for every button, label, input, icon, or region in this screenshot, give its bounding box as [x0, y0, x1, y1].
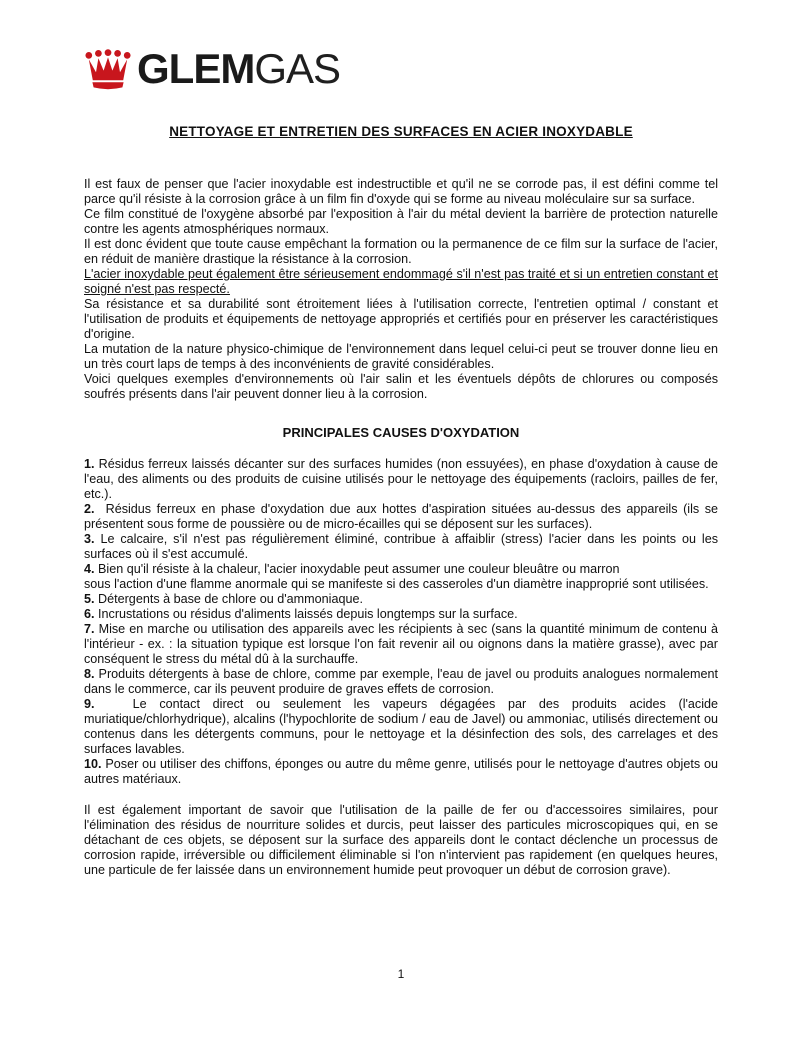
section-heading: PRINCIPALES CAUSES D'OXYDATION	[282, 425, 520, 440]
intro-paragraph: Ce film constitué de l'oxygène absorbé par l'exposition à l'air du métal devient la barrière de protection naturelle contre les agents atmosphériques normaux.	[84, 207, 718, 236]
closing-section	[84, 803, 718, 878]
closing-paragraph: Il est également important de savoir que l'utilisation de la paille de fer ou d'accessoires similaires, pour l'élimination des résidus de nourriture solides et durcis, peut laisser des particules microscopiques qui, en se détachant de ces objets, se déposent sur la surface des appareils dont le contact déclenche un processus de corrosion rapide, irréversible ou difficilement éliminable si l'on n'intervient pas rapidement (en quelques heures, une particule de fer laissée dans un environnement humide peut provoquer un début de corrosion grave).	[84, 803, 718, 877]
list-item	[84, 562, 718, 577]
list-item-text: Le calcaire, s'il n'est pas régulièrement éliminé, contribue à affaiblir (stress) l'acier dans les points ou les surfaces où il s'est accumulé.	[84, 532, 718, 561]
list-item-text: Résidus ferreux en phase d'oxydation due aux hottes d'aspiration situées au-dessus des appareils (ils se présentent sous forme de poussière ou de micro-écailles qui se déposent sur les surfaces).	[84, 502, 719, 531]
list-item-number: 8.	[84, 667, 95, 681]
brand-name-primary: GLEM	[137, 45, 255, 92]
crown-icon	[84, 46, 132, 92]
intro-paragraph: La mutation de la nature physico-chimique de l'environnement dans lequel celui-ci peut se trouver donne lieu en un très court laps de temps à des inconvénients de gravité considérables.	[84, 342, 718, 371]
list-item-continuation: sous l'action d'une flamme anormale qui se manifeste si des casseroles d'un diamètre inapproprié sont utilisées.	[84, 577, 709, 591]
list-item-number: 4.	[84, 562, 95, 576]
list-item	[84, 592, 718, 607]
list-item	[84, 757, 718, 787]
page-number: 1	[397, 967, 405, 981]
list-item-number: 6.	[84, 607, 95, 621]
list-item	[84, 532, 718, 562]
list-item-text: Résidus ferreux laissés décanter sur des surfaces humides (non essuyées), en phase d'oxydation à cause de l'eau, des aliments ou des produits de cuisine utilisés pour le nettoyage des équipements (racloirs, pailles de fer, etc.).	[84, 457, 718, 501]
intro-paragraph: Voici quelques exemples d'environnements où l'air salin et les éventuels dépôts de chlorures ou composés soufrés présents dans l'air peuvent donner lieu à la corrosion.	[84, 372, 718, 401]
intro-section	[84, 177, 718, 402]
intro-paragraph: Il est faux de penser que l'acier inoxydable est indestructible et qu'il ne se corrode pas, il est défini comme tel parce qu'il résiste à la corrosion grâce à un film fin d'oxyde qui se forme au niveau moléculaire sur sa surface.	[84, 177, 718, 206]
list-item-text: Incrustations ou résidus d'aliments laissés depuis longtemps sur la surface.	[98, 607, 518, 621]
list-item-number: 5.	[84, 592, 95, 606]
list-item	[84, 667, 718, 697]
list-item	[84, 622, 718, 667]
causes-list	[84, 457, 718, 787]
intro-paragraph: Sa résistance et sa durabilité sont étroitement liées à l'utilisation correcte, l'entretien optimal / constant et l'utilisation de produits et équipements de nettoyage appropriés et certifiés pour en préserver les caractéristiques d'origine.	[84, 297, 718, 341]
list-item-number: 2.	[84, 502, 95, 516]
brand-wordmark	[137, 45, 341, 92]
intro-paragraph-underlined: L'acier inoxydable peut également être sérieusement endommagé s'il n'est pas traité et si un entretien constant et soigné n'est pas respecté.	[84, 267, 718, 296]
list-item-text: Mise en marche ou utilisation des appareils avec les récipients à sec (sans la quantité minimum de contenu à l'intérieur - ex. : la situation typique est lorsque l'on fait revenir ail ou oignons dans la matière grasse), avec par conséquent le stress du métal dû à la surchauffe.	[84, 622, 718, 666]
list-item	[84, 502, 718, 532]
intro-paragraph: Il est donc évident que toute cause empêchant la formation ou la permanence de ce film sur la surface de l'acier, en réduit de manière drastique la résistance à la corrosion.	[84, 237, 718, 266]
list-item-number: 3.	[84, 532, 95, 546]
brand-name-secondary: GAS	[254, 45, 341, 92]
list-item-text: Le contact direct ou seulement les vapeurs dégagées par des produits acides (l'acide muriatique/chlorhydrique), alcalins (l'hypochlorite de sodium / eau de Javel) ou ammoniac, utilisés directement ou contenus dans les détergents communs, pour le nettoyage et la désinfection des sols, des carrelages et des surfaces lavables.	[84, 697, 719, 756]
list-item-text: Détergents à base de chlore ou d'ammoniaque.	[98, 592, 363, 606]
list-item	[84, 697, 718, 757]
list-item	[84, 607, 718, 622]
list-item-text: Produits détergents à base de chlore, comme par exemple, l'eau de javel ou produits analogues normalement dans le commerce, car ils peuvent produire de graves effets de corrosion.	[84, 667, 718, 696]
document-title: NETTOYAGE ET ENTRETIEN DES SURFACES EN ACIER INOXYDABLE	[169, 124, 633, 139]
list-item-number: 9.	[84, 697, 95, 711]
list-item-text: Poser ou utiliser des chiffons, éponges ou autre du même genre, utilisés pour le nettoyage d'autres objets ou autres matériaux.	[84, 757, 718, 786]
list-item-text: Bien qu'il résiste à la chaleur, l'acier inoxydable peut assumer une couleur bleuâtre ou marron	[98, 562, 620, 576]
list-item-number: 1.	[84, 457, 95, 471]
list-item-number: 10.	[84, 757, 102, 771]
list-item	[84, 457, 718, 502]
brand-logo	[84, 0, 718, 92]
list-item-number: 7.	[84, 622, 95, 636]
